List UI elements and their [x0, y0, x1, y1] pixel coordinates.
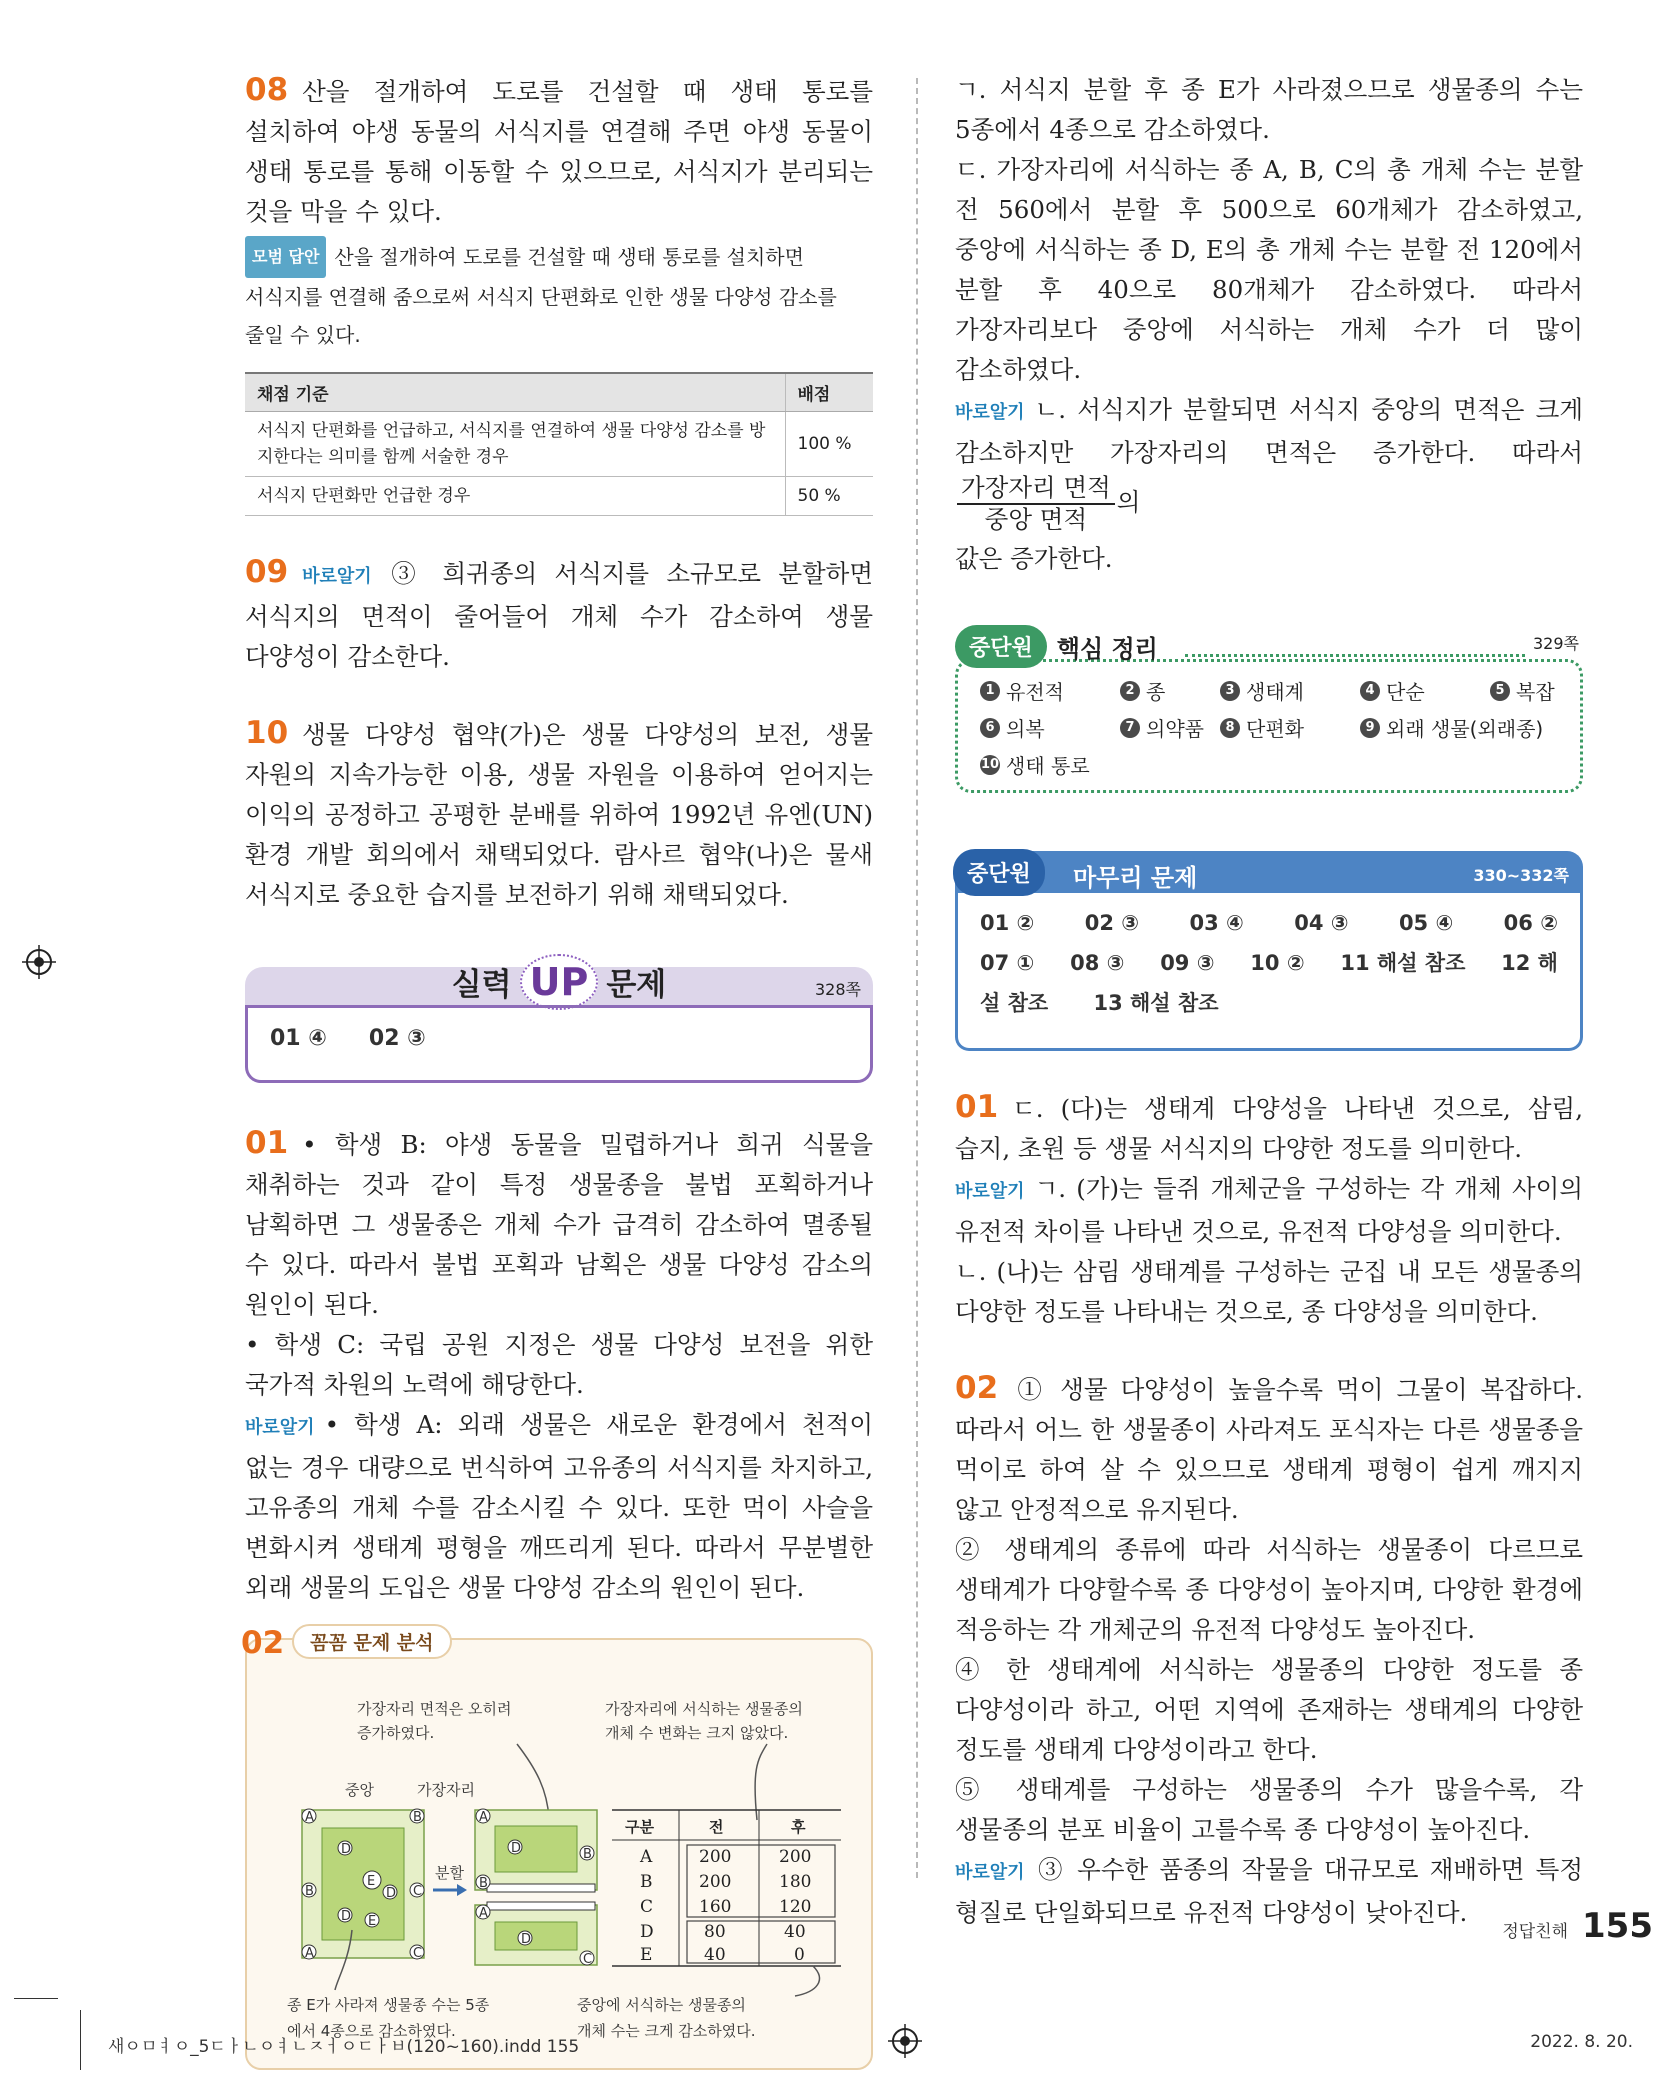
right-column — [955, 70, 1583, 1933]
svg-text:E: E — [367, 1874, 376, 1889]
model-answer-text: 산을 절개하여 도로를 건설할 때 생태 통로를 설치하면 서식지를 연결해 줌으로써 서식지 단편화로 인한 생물 다양성 감소를 줄일 수 있다. — [245, 245, 837, 347]
answer-item: 01 ② — [980, 911, 1035, 935]
up-title-pre: 실력 — [451, 967, 512, 1003]
q10-text: 생물 다양성 협약(가)은 생물 다양성의 보전, 생물 자원의 지속가능한 이용, 생물 자원을 이용하여 얻어지는 이익의 공정하고 공평한 분배를 위하여 1992년 유엔(UN) 환경 개발 회의에서 채택되었다. 람사르 협약(나)은 물새 서식지로 중요한 습지를 보전하기 위해 채택되었다. — [245, 720, 873, 909]
core-pill: 중단원 — [955, 625, 1047, 668]
footer-file: 새ㅇㅁㅕㅇ_5ㄷㅏㄴㅇㅕㄴㅈㅓㅇㄷㅏㅂ(120~160).indd 155 — [108, 2037, 580, 2057]
list-item — [1360, 713, 1608, 742]
svg-text:B: B — [583, 1847, 592, 1862]
core-summary-box — [955, 623, 1583, 793]
cont-n-end: 값은 증가한다. — [955, 544, 1113, 573]
model-answer-tag: 모범 답안 — [245, 236, 326, 278]
f02-p1: ① 생물 다양성이 높을수록 먹이 그물이 복잡하다. 따라서 어느 한 생물종이 사라져도 포식자는 다른 생물종을 먹이로 하여 살 수 있으므로 생태계 평형이 쉽게 깨지지 않고 안정적으로 유지된다. — [955, 1375, 1583, 1524]
up-title — [245, 959, 873, 1004]
up01-student-c: • 학생 C: 국립 공원 지정은 생물 다양성 보전을 위한 국가적 차원의 노력에 해당한다. — [245, 1330, 873, 1399]
table-header: 구분 — [625, 1818, 654, 1836]
table-cell: 200 — [779, 1847, 812, 1867]
note-e-line1: 종 E가 사라져 생물종 수는 5종 — [287, 1996, 490, 2014]
registration-mark-icon — [22, 945, 56, 979]
footer-date: 2022. 8. 20. — [1530, 2032, 1633, 2052]
list-item — [1220, 676, 1360, 705]
arrow-edge-species-note — [755, 1744, 767, 1820]
table-cell: 200 — [699, 1847, 732, 1867]
svg-text:A: A — [479, 1906, 488, 1921]
item-text: 단순 — [1386, 680, 1425, 704]
f01-n-text: ㄴ. (나)는 삼림 생태계를 구성하는 군집 내 모든 생물종의 다양한 정도를 나타내는 것으로, 종 다양성을 의미한다. — [955, 1257, 1583, 1326]
table-cell: 120 — [779, 1897, 812, 1917]
f01-wrong-g — [955, 1169, 1583, 1252]
answer-item: 07 ① — [980, 951, 1035, 975]
road-top — [487, 1884, 595, 1892]
q09-text: ③ 희귀종의 서식지를 소규모로 분할하면 서식지의 면적이 줄어들어 개체 수가 감소하여 생물 다양성이 감소한다. — [245, 559, 873, 671]
table-header: 후 — [791, 1818, 806, 1836]
note-e-line2: 에서 4종으로 감소하였다. — [287, 2022, 456, 2040]
table-cell: B — [640, 1872, 653, 1892]
table-cell: 160 — [699, 1897, 732, 1917]
item-text: 외래 생물(외래종) — [1386, 717, 1544, 741]
final-page-ref: 330~332쪽 — [1473, 866, 1569, 885]
answer-item: 05 ④ — [1398, 911, 1454, 935]
answer-item: 12 해 — [1501, 951, 1558, 975]
page-number: 155 — [1582, 1906, 1653, 1946]
final-title: 마무리 문제 — [1073, 864, 1198, 892]
answer-item: 09 ③ — [1160, 951, 1215, 975]
table-cell: 200 — [699, 1872, 732, 1892]
number-badge: 4 — [1360, 681, 1380, 701]
label-center: 중앙 — [345, 1781, 374, 1799]
svg-text:D: D — [386, 1886, 397, 1901]
note-edge-species-line2: 개체 수 변화는 크지 않았다. — [605, 1724, 789, 1742]
svg-text:C: C — [583, 1952, 593, 1967]
svg-text:D: D — [341, 1842, 352, 1857]
analysis-box — [241, 1625, 873, 2070]
number-badge: 2 — [1120, 681, 1140, 701]
number-badge: 5 — [1490, 681, 1510, 701]
svg-text:A: A — [305, 1810, 314, 1825]
up01-tag: 바로알기 — [245, 1417, 315, 1438]
number-badge: 8 — [1220, 718, 1240, 738]
analysis-title: 꼼꼼 문제 분석 — [292, 1624, 451, 1659]
crop-mark — [80, 2010, 81, 2070]
f01-text: ㄷ. (다)는 생태계 다양성을 나타낸 것으로, 삼림, 습지, 초원 등 생물 서식지의 다양한 정도를 의미한다. — [955, 1094, 1583, 1163]
grading-score: 100 % — [785, 412, 873, 477]
svg-text:B: B — [413, 1810, 422, 1825]
table-cell: 40 — [784, 1922, 806, 1942]
core-header — [955, 623, 1158, 669]
table-cell: C — [640, 1897, 654, 1917]
note-edge-line1: 가장자리 면적은 오히려 — [357, 1700, 512, 1718]
up01-number: 01 — [245, 1125, 289, 1161]
q08-number: 08 — [245, 72, 289, 108]
table-cell: A — [640, 1847, 653, 1867]
answer-row — [980, 983, 1558, 1023]
note-edge-line2: 증가하였다. — [357, 1724, 435, 1742]
q08-model-answer — [245, 236, 873, 354]
item-text: 복잡 — [1516, 680, 1555, 704]
answer-item: 04 ③ — [1294, 911, 1349, 935]
road-bottom — [487, 1902, 595, 1910]
f02-tag: 바로알기 — [955, 1862, 1025, 1883]
number-badge: 7 — [1120, 718, 1140, 738]
up-title-up: UP — [520, 954, 599, 1010]
note-center-line1: 중앙에 서식하는 생물종의 — [577, 1996, 746, 2014]
f01-tag: 바로알기 — [955, 1181, 1025, 1202]
table-cell: 0 — [794, 1945, 805, 1965]
item-text: 단편화 — [1246, 717, 1304, 741]
q09-tag: 바로알기 — [302, 566, 372, 587]
label-split: 분할 — [435, 1864, 464, 1882]
cont-n — [955, 390, 1583, 535]
svg-text:B: B — [305, 1884, 314, 1899]
f02-wrong — [955, 1850, 1583, 1933]
core-title: 핵심 정리 — [1056, 634, 1158, 663]
habitat-diagram — [247, 1640, 875, 2072]
list-item — [1360, 676, 1490, 705]
f02-p3: ③ 우수한 품종의 작물을 대규모로 재배하면 특정 형질로 단일화되므로 유전적 다양성이 낮아진다. — [955, 1855, 1583, 1927]
area-fraction — [957, 473, 1115, 535]
split-arrow-head — [457, 1884, 467, 1896]
answer-row — [980, 943, 1558, 983]
q10-paragraph — [245, 713, 873, 915]
f02-number: 02 — [955, 1370, 999, 1406]
f01-number: 01 — [955, 1089, 999, 1125]
habitat-after-top-center — [495, 1826, 577, 1872]
note-center-line2: 개체 수는 크게 감소하였다. — [577, 2022, 756, 2040]
up01-wrong-paragraph — [245, 1405, 873, 1608]
item-text: 유전적 — [1006, 680, 1064, 704]
habitat-before-center — [322, 1828, 404, 1940]
answer-item: 03 ④ — [1189, 911, 1244, 935]
number-badge: 9 — [1360, 718, 1380, 738]
arrow-edge-note — [517, 1744, 549, 1818]
q08-text: 산을 절개하여 도로를 건설할 때 생태 통로를 설치하여 야생 동물의 서식지를 연결해 주면 야생 동물이 생태 통로를 통해 이동할 수 있으므로, 서식지가 분리되는 것을 막을 수 있다. — [245, 77, 873, 226]
list-item — [1120, 676, 1220, 705]
up01-student-b: • 학생 B: 야생 동물을 밀렵하거나 희귀 식물을 채취하는 것과 같이 특정 생물종을 불법 포획하거나 남획하면 그 생물종은 개체 수가 급격히 감소하여 멸종될 수 있다. 따라서 불법 포획과 남획은 생물 다양성 감소의 원인이 된다. — [245, 1130, 873, 1319]
q08-paragraph — [245, 70, 873, 232]
up01-paragraph — [245, 1123, 873, 1325]
core-summary-list — [955, 659, 1583, 793]
grading-score: 50 % — [785, 477, 873, 516]
final-pill: 중단원 — [953, 849, 1045, 896]
q10-number: 10 — [245, 715, 289, 751]
list-item — [980, 713, 1120, 742]
up-answers — [245, 1005, 873, 1083]
answer-item: 10 ② — [1250, 951, 1305, 975]
number-badge: 3 — [1220, 681, 1240, 701]
f02-p5: ⑤ 생태계를 구성하는 생물종의 수가 많을수록, 각 생물종의 분포 비율이 고를수록 종 다양성이 높아진다. — [955, 1775, 1583, 1844]
list-item — [1120, 713, 1220, 742]
list-item — [980, 676, 1120, 705]
grading-table — [245, 372, 873, 516]
table-cell: 40 — [704, 1945, 726, 1965]
item-text: 생태 통로 — [1006, 754, 1090, 778]
population-table — [612, 1810, 841, 1966]
svg-text:A: A — [479, 1810, 488, 1825]
answer-item: 13 해설 참조 — [1093, 991, 1219, 1015]
item-text: 의약품 — [1146, 717, 1204, 741]
label-edge: 가장자리 — [417, 1781, 475, 1799]
left-column — [241, 70, 873, 2070]
answer-row — [980, 903, 1558, 943]
answer-item: 06 ② — [1503, 911, 1558, 935]
number-badge: 6 — [980, 718, 1000, 738]
svg-text:C: C — [413, 1946, 423, 1961]
analysis-number: 02 — [241, 1625, 285, 1661]
svg-text:D: D — [511, 1841, 522, 1856]
grading-criteria: 서식지 단편화만 언급한 경우 — [245, 477, 785, 516]
fraction-numerator: 가장자리 면적 — [957, 473, 1115, 505]
answer-item: 08 ③ — [1070, 951, 1125, 975]
arrow-center-note — [795, 1966, 819, 1996]
up-problems-box — [245, 960, 873, 1087]
f02-p2: ② 생태계의 종류에 따라 서식하는 생물종이 다르므로 생태계가 다양할수록 종 다양성이 높아지며, 다양한 환경에 적응하는 각 개체군의 유전적 다양성도 높아진다. — [955, 1535, 1583, 1644]
final-answers — [955, 891, 1583, 1051]
list-item — [1220, 713, 1360, 742]
cont-n-suffix: 의 — [1116, 487, 1141, 517]
table-cell: E — [640, 1945, 653, 1965]
table-row — [245, 412, 873, 477]
item-text: 생태계 — [1246, 680, 1304, 704]
habitat-after-bottom-center — [495, 1922, 577, 1950]
table-cell: D — [640, 1922, 654, 1942]
final-problems-box — [955, 851, 1583, 1051]
up01-student-a: • 학생 A: 외래 생물은 새로운 환경에서 천적이 없는 경우 대량으로 번식하여 고유종의 서식지를 차지하고, 고유종의 개체 수를 감소시킬 수 있다. 또한 먹이 사슬을 변화시켜 생태계 평형을 깨뜨리게 된다. 따라서 무분별한 외래 생물의 도입은 생물 다양성 감소의 원인이 된다. — [245, 1410, 873, 1602]
answer-item: 02 ③ — [1084, 911, 1140, 935]
grading-criteria: 서식지 단편화를 언급하고, 서식지를 연결하여 생물 다양성 감소를 방지한다는 의미를 함께 서술한 경우 — [245, 412, 785, 477]
core-dotted-line — [1185, 654, 1525, 657]
table-cell: 180 — [779, 1872, 812, 1892]
q09-number: 09 — [245, 554, 289, 590]
registration-mark-icon — [888, 2024, 922, 2058]
answer-item: 01 ④ — [270, 1026, 327, 1051]
crop-mark — [14, 1998, 58, 1999]
fraction-denominator: 중앙 면적 — [984, 505, 1088, 534]
svg-text:B: B — [479, 1876, 488, 1891]
list-item — [1490, 676, 1608, 705]
table-cell: 80 — [704, 1922, 726, 1942]
f01-g-text: ㄱ. (가)는 들쥐 개체군을 구성하는 각 개체 사이의 유전적 차이를 나타낸 것으로, 유전적 다양성을 의미한다. — [955, 1174, 1583, 1246]
list-item — [980, 750, 1220, 779]
number-badge: 10 — [980, 755, 1000, 775]
cont-g: ㄱ. 서식지 분할 후 종 E가 사라졌으므로 생물종의 수는 5종에서 4종으로 감소하였다. — [955, 75, 1583, 144]
page-number-area — [1502, 1906, 1653, 1946]
svg-text:E: E — [368, 1914, 377, 1929]
answer-item: 02 ③ — [368, 1026, 426, 1051]
svg-text:C: C — [413, 1884, 423, 1899]
cont-tag: 바로알기 — [955, 402, 1025, 423]
table-row — [245, 477, 873, 516]
f02-p4: ④ 한 생태계에 서식하는 생물종의 다양한 정도를 종 다양성이라 하고, 어떤 지역에 존재하는 생태계의 다양한 정도를 생태계 다양성이라고 한다. — [955, 1655, 1583, 1764]
f01-paragraph — [955, 1087, 1583, 1169]
column-divider — [916, 78, 918, 1878]
up-page-ref: 328쪽 — [815, 980, 861, 999]
note-edge-species-line1: 가장자리에 서식하는 생물종의 — [605, 1700, 803, 1718]
item-text: 의복 — [1006, 717, 1045, 741]
up-title-post: 문제 — [606, 967, 667, 1003]
item-text: 종 — [1146, 680, 1166, 704]
svg-text:D: D — [341, 1909, 352, 1924]
svg-text:A: A — [305, 1946, 314, 1961]
cont-n-text: ㄴ. 서식지가 분할되면 서식지 중앙의 면적은 크게 감소하지만 가장자리의 면적은 증가한다. 따라서 — [955, 395, 1583, 467]
f02-paragraph — [955, 1368, 1583, 1530]
answer-item: 설 참조 — [980, 991, 1049, 1015]
q09-paragraph — [245, 552, 873, 677]
grading-header-criteria: 채점 기준 — [245, 373, 785, 412]
core-page-ref: 329쪽 — [1533, 634, 1579, 653]
number-badge: 1 — [980, 681, 1000, 701]
cont-d: ㄷ. 가장자리에 서식하는 종 A, B, C의 총 개체 수는 분할 전 560에서 분할 후 500으로 60개체가 감소하였고, 중앙에 서식하는 종 D, E의 총 개체 수는 분할 전 120에서 분할 후 40으로 80개체가 감소하였다. 따라서 가장자리보다 중앙에 서식하는 개체 수가 더 많이 감소하였다. — [955, 155, 1583, 384]
page-label: 정답친해 — [1502, 1922, 1569, 1942]
answer-item: 11 해설 참조 — [1340, 951, 1466, 975]
table-header: 전 — [709, 1818, 724, 1836]
grading-header-score: 배점 — [785, 373, 873, 412]
svg-text:D: D — [521, 1932, 532, 1947]
